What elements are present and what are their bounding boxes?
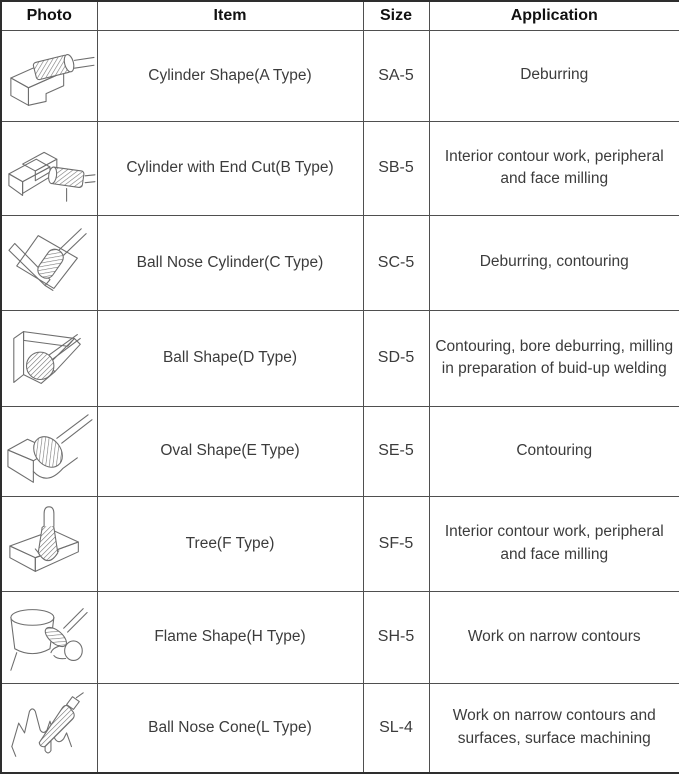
application-cell: Contouring, bore deburring, milling in preparation of buid-up welding — [429, 310, 679, 406]
ball-shape-d-drawing-icon — [2, 314, 96, 402]
item-cell: Tree(F Type) — [97, 496, 363, 591]
photo-cell — [1, 30, 97, 121]
size-cell: SA-5 — [363, 30, 429, 121]
photo-cell — [1, 591, 97, 683]
tree-f-drawing-icon — [2, 500, 96, 588]
item-cell: Flame Shape(H Type) — [97, 591, 363, 683]
size-cell: SH-5 — [363, 591, 429, 683]
table-row — [1, 496, 679, 591]
size-cell: SC-5 — [363, 215, 429, 310]
item-cell: Cylinder with End Cut(B Type) — [97, 121, 363, 215]
ball-nose-cylinder-c-drawing-icon — [2, 219, 96, 307]
table-row — [1, 406, 679, 496]
photo-cell — [1, 683, 97, 773]
ball-nose-cone-l-drawing-icon — [2, 684, 96, 772]
photo-cell — [1, 406, 97, 496]
size-cell: SE-5 — [363, 406, 429, 496]
item-cell: Cylinder Shape(A Type) — [97, 30, 363, 121]
photo-cell — [1, 310, 97, 406]
size-cell: SL-4 — [363, 683, 429, 773]
item-cell: Ball Nose Cylinder(C Type) — [97, 215, 363, 310]
item-cell: Oval Shape(E Type) — [97, 406, 363, 496]
flame-shape-h-drawing-icon — [2, 593, 96, 681]
size-cell: SD-5 — [363, 310, 429, 406]
table-row — [1, 310, 679, 406]
oval-shape-e-drawing-icon — [2, 407, 96, 495]
size-cell: SB-5 — [363, 121, 429, 215]
table-row — [1, 121, 679, 215]
cylinder-shape-a-drawing-icon — [2, 32, 96, 120]
size-cell: SF-5 — [363, 496, 429, 591]
column-header-photo: Photo — [1, 1, 97, 30]
application-cell: Interior contour work, peripheral and face milling — [429, 121, 679, 215]
photo-cell — [1, 121, 97, 215]
photo-cell — [1, 496, 97, 591]
table-row — [1, 683, 679, 773]
column-header-size: Size — [363, 1, 429, 30]
application-cell: Contouring — [429, 406, 679, 496]
table-row — [1, 30, 679, 121]
column-header-item: Item — [97, 1, 363, 30]
application-cell: Interior contour work, peripheral and face milling — [429, 496, 679, 591]
item-cell: Ball Nose Cone(L Type) — [97, 683, 363, 773]
table-row — [1, 215, 679, 310]
photo-cell — [1, 215, 97, 310]
item-cell: Ball Shape(D Type) — [97, 310, 363, 406]
application-cell: Work on narrow contours and surfaces, surface machining — [429, 683, 679, 773]
table-row — [1, 591, 679, 683]
header-row — [1, 1, 679, 30]
cylinder-end-cut-b-drawing-icon — [2, 124, 96, 212]
application-cell: Deburring — [429, 30, 679, 121]
application-cell: Deburring, contouring — [429, 215, 679, 310]
application-cell: Work on narrow contours — [429, 591, 679, 683]
column-header-application: Application — [429, 1, 679, 30]
